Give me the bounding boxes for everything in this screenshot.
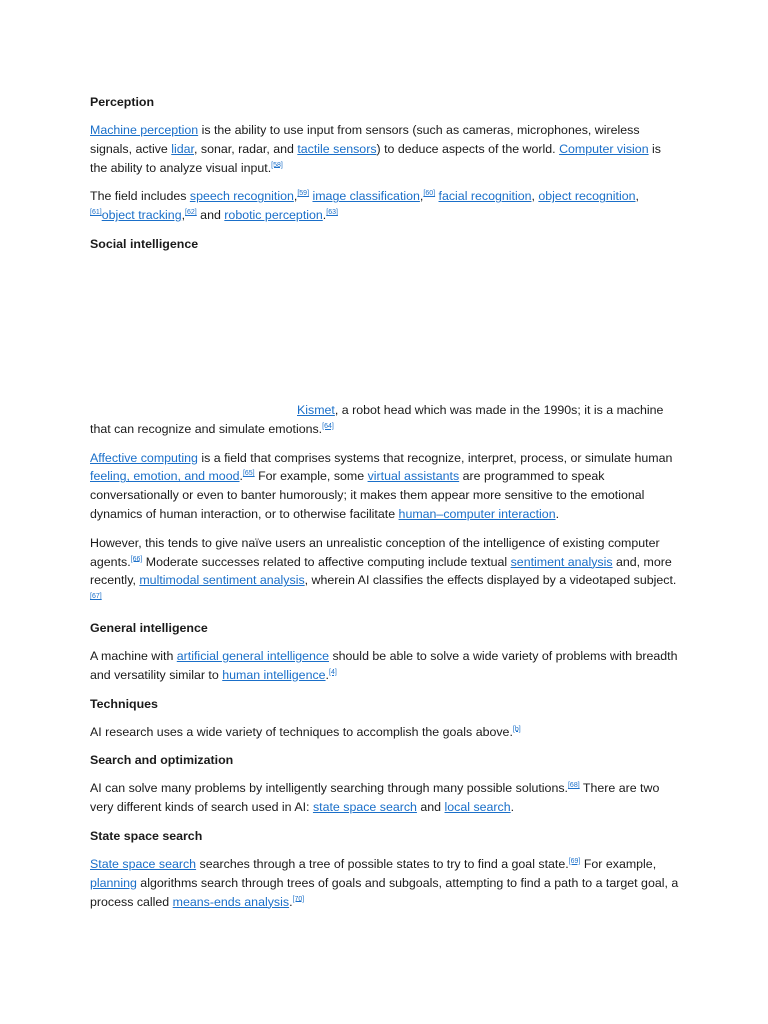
ref-60[interactable]: [60] [423,190,436,198]
link-artificial-general-intelligence[interactable]: artificial general intelligence [176,648,329,663]
link-planning[interactable]: planning [90,875,137,890]
article-body [90,93,680,921]
heading-general-intelligence: General intelligence [90,620,208,635]
ref-67[interactable]: [67] [90,593,102,601]
link-local-search[interactable]: local search [444,800,511,815]
heading-techniques: Techniques [90,696,158,711]
link-image-classification[interactable]: image classification [312,189,420,204]
link-speech-recognition[interactable]: speech recognition [189,189,294,204]
link-multimodal-sentiment-analysis[interactable]: multimodal sentiment analysis [139,573,305,588]
paragraph-social-2: However, this tends to give naïve users an unrealistic conception of the intelligence of existing computer agents.[66] Moderate successes related to affective computing include textual sentiment analysis and, more recently, multimodal sentiment analysis, wherein AI classifies the effects displayed by a videotaped subject.[67] [90,535,677,601]
heading-social-intelligence: Social intelligence [90,236,199,251]
heading-state-space-search: State space search [90,828,203,843]
link-tactile-sensors[interactable]: tactile sensors [297,141,377,156]
image-placeholder [90,263,680,401]
link-human-intelligence[interactable]: human intelligence [222,667,326,682]
link-state-space-search[interactable]: state space search [312,800,417,815]
link-means-ends-analysis[interactable]: means-ends analysis [172,894,290,909]
paragraph-statespace-1: State space search searches through a tree of possible states to try to find a goal state.[69] For example, planning algorithms search through trees of goals and subgoals, attempting to find a path to a target goal, a process called means-ends analysis.[70] [90,856,679,909]
paragraph-techniques-1: AI research uses a wide variety of techniques to accomplish the goals above.[b] [90,724,521,739]
ref-66[interactable]: [66] [130,555,143,563]
paragraph-social-1: Affective computing is a field that comprises systems that recognize, interpret, process, or simulate human feeling, emotion, and mood.[65] For example, some virtual assistants are programmed to speak conversationally or even to banter humorously; it makes them appear more sensitive to the emotional dynamics of human interaction, or to otherwise facilitate human–computer interaction. [90,450,673,521]
paragraph-perception-1: Machine perception is the ability to use input from sensors (such as cameras, microphones, wireless signals, active lidar, sonar, radar, and tactile sensors) to deduce aspects of the world. Computer vision is the ability to analyze visual input.[58] [90,123,661,175]
link-feeling-emotion-mood[interactable]: feeling, emotion, and mood [90,469,240,484]
link-sentiment-analysis[interactable]: sentiment analysis [510,554,613,569]
ref-b[interactable]: [b] [512,725,521,733]
paragraph-general-1: A machine with artificial general intelligence should be able to solve a wide variety of problems with breadth and versatility similar to human intelligence.[4] [90,648,678,682]
link-human-computer-interaction[interactable]: human–computer interaction [398,506,556,521]
link-facial-recognition[interactable]: facial recognition [438,189,532,204]
ref-68[interactable]: [68] [567,782,580,790]
link-computer-vision[interactable]: Computer vision [559,141,649,156]
ref-62[interactable]: [62] [185,209,197,217]
ref-65[interactable]: [65] [242,470,255,478]
ref-61[interactable]: [61] [90,209,102,217]
figure-caption: Kismet, a robot head which was made in the 1990s; it is a machine that can recognize and simulate emotions.[64] [90,402,664,436]
link-affective-computing[interactable]: Affective computing [90,450,198,465]
link-object-recognition[interactable]: object recognition [538,189,636,204]
ref-63[interactable]: [63] [326,209,338,217]
ref-59[interactable]: [59] [297,190,310,198]
ref-58[interactable]: [58] [271,161,283,169]
link-state-space-search-2[interactable]: State space search [90,856,197,871]
ref-69[interactable]: [69] [568,857,581,865]
link-machine-perception[interactable]: Machine perception [90,123,199,137]
heading-search-optimization: Search and optimization [90,753,234,768]
link-object-tracking[interactable]: object tracking [101,208,182,223]
ref-64[interactable]: [64] [322,422,334,430]
link-robotic-perception[interactable]: robotic perception [224,208,323,223]
paragraph-search-1: AI can solve many problems by intelligently searching through many possible solutions.[68] There are two very different kinds of search used in AI: state space search and local search. [90,781,660,815]
link-lidar[interactable]: lidar [171,141,194,156]
ref-4[interactable]: [4] [329,668,337,676]
link-kismet[interactable]: Kismet [297,402,335,417]
heading-perception: Perception [90,95,155,109]
paragraph-perception-2: The field includes speech recognition,[59] image classification,[60] facial recognition, object recognition,[61]object tracking,[62] and robotic perception.[63] [90,189,639,223]
ref-70[interactable]: [70] [292,895,305,903]
link-virtual-assistants[interactable]: virtual assistants [367,469,460,484]
